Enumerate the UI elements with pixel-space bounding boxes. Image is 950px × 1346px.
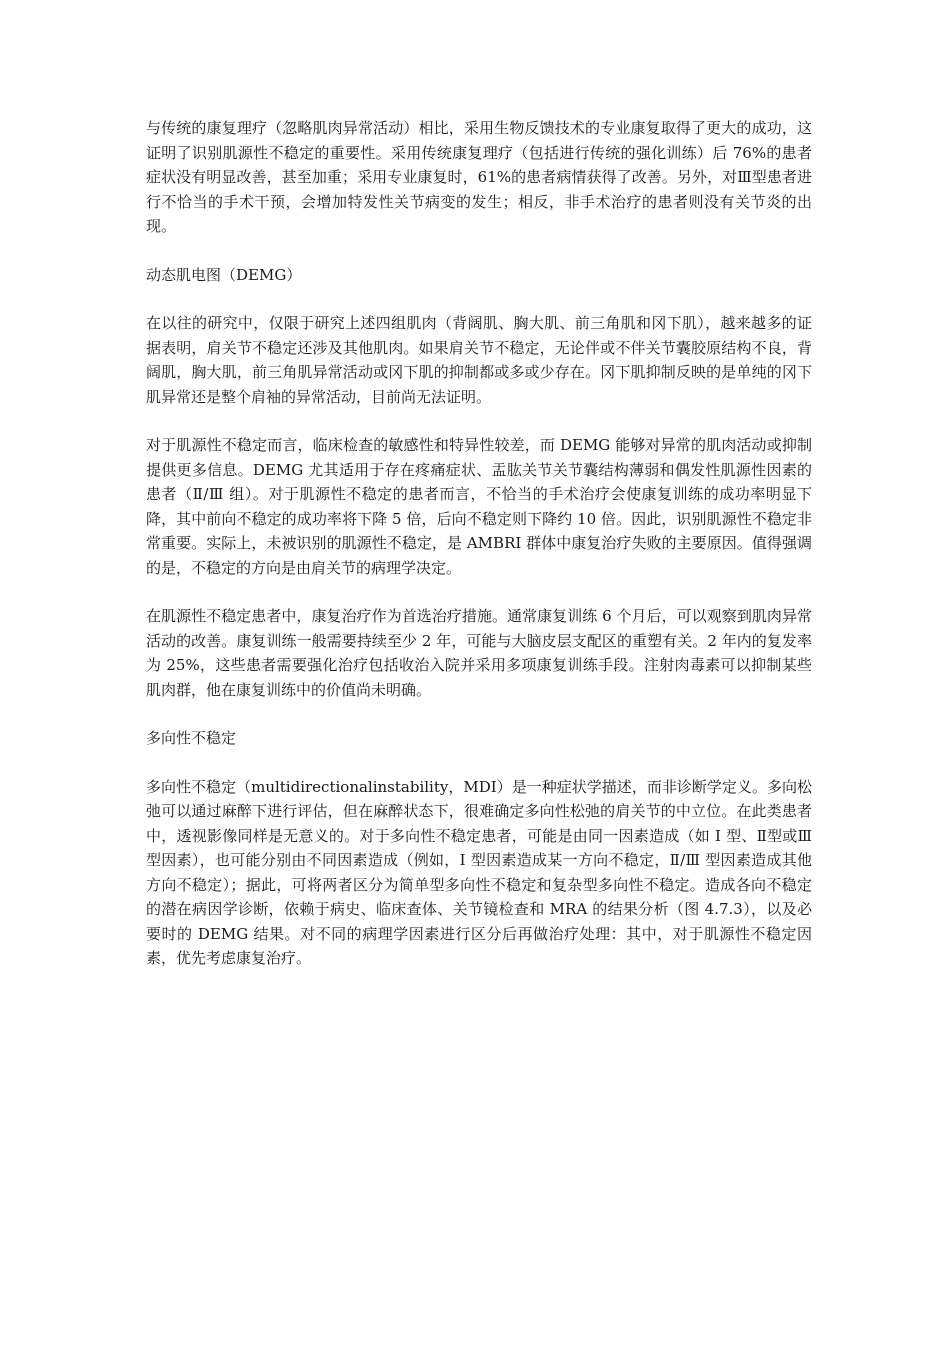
paragraph-muscle-research: 在以往的研究中，仅限于研究上述四组肌肉（背阔肌、胸大肌、前三角肌和冈下肌），越来越多的证据表明，肩关节不稳定还涉及其他肌肉。如果肩关节不稳定，无论伴或不伴关节囊胶原结构不良，背阔肌，胸大肌，前三角肌异常活动或冈下肌的抑制都或多或少存在。冈下肌抑制反映的是单纯的冈下肌异常还是整个肩袖的异常活动，目前尚无法证明。 (146, 314, 812, 406)
section-heading-mdi: 多向性不稳定 (146, 729, 237, 747)
paragraph-rehab-comparison: 与传统的康复理疗（忽略肌肉异常活动）相比，采用生物反馈技术的专业康复取得了更大的成功，这证明了识别肌源性不稳定的重要性。采用传统康复理疗（包括进行传统的强化训练）后 76%的患者症状没有明显改善，甚至加重；采用专业康复时，61%的患者病情获得了改善。另外，对Ⅲ型患者进行不恰当的手术干预，会增加特发性关节病变的发生；相反，非手术治疗的患者则没有关节炎的出现。 (146, 119, 812, 235)
paragraph-rehab-treatment: 在肌源性不稳定患者中，康复治疗作为首选治疗措施。通常康复训练 6 个月后，可以观察到肌肉异常活动的改善。康复训练一般需要持续至少 2 年，可能与大脑皮层支配区的重塑有关。2 年内的复发率为 25%，这些患者需要强化治疗包括收治入院并采用多项康复训练手段。注射肉毒素可以抑制某些肌肉群，他在康复训练中的价值尚未明确。 (146, 607, 812, 699)
paragraph-demg-usage: 对于肌源性不稳定而言，临床检查的敏感性和特异性较差，而 DEMG 能够对异常的肌肉活动或抑制提供更多信息。DEMG 尤其适用于存在疼痛症状、盂肱关节关节囊结构薄弱和偶发性肌源性因素的患者（Ⅱ/Ⅲ 组）。对于肌源性不稳定的患者而言，不恰当的手术治疗会使康复训练的成功率明显下降，其中前向不稳定的成功率将下降 5 倍，后向不稳定则下降约 10 倍。因此，识别肌源性不稳定非常重要。实际上，未被识别的肌源性不稳定，是 AMBRI 群体中康复治疗失败的主要原因。值得强调的是，不稳定的方向是由肩关节的病理学决定。 (146, 436, 812, 577)
section-heading-demg: 动态肌电图（DEMG） (146, 265, 302, 284)
document-body (146, 116, 812, 995)
paragraph-mdi-description: 多向性不稳定（multidirectionalinstability，MDI）是一种症状学描述，而非诊断学定义。多向松弛可以通过麻醉下进行评估，但在麻醉状态下，很难确定多向性松弛的肩关节的中立位。在此类患者中，透视影像同样是无意义的。对于多向性不稳定患者，可能是由同一因素造成（如 Ⅰ 型、Ⅱ型或Ⅲ型因素），也可能分别由不同因素造成（例如，Ⅰ 型因素造成某一方向不稳定，Ⅱ/Ⅲ 型因素造成其他方向不稳定）；据此，可将两者区分为简单型多向性不稳定和复杂型多向性不稳定。造成各向不稳定的潜在病因学诊断，依赖于病史、临床查体、关节镜检查和 MRA 的结果分析（图 4.7.3），以及必要时的 DEMG 结果。对不同的病理学因素进行区分后再做治疗处理：其中，对于肌源性不稳定因素，优先考虑康复治疗。 (146, 777, 812, 967)
